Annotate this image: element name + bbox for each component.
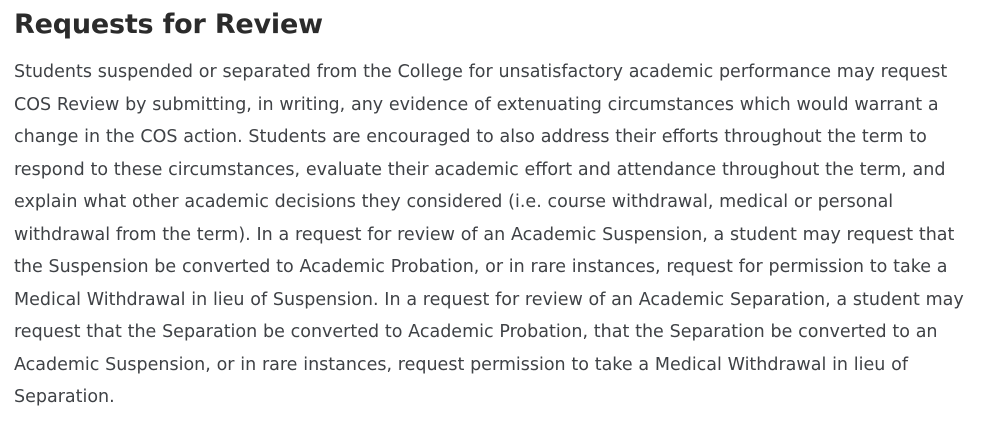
body-paragraph: Students suspended or separated from the College for unsatisfactory academic performance may request COS Review by submitting, in writing, any evidence of extenuating circumstances which would warrant a change in the COS action. Students are encouraged to also address their efforts throughout the term to respond to these circumstances, evaluate their academic effort and attendance throughout the term, and explain what other academic decisions they considered (i.e. course withdrawal, medical or personal withdrawal from the term). In a request for review of an Academic Suspension, a student may request that the Suspension be converted to Academic Probation, or in rare instances, request for permission to take a Medical Withdrawal in lieu of Suspension. In a request for review of an Academic Separation, a student may request that the Separation be converted to Academic Probation, that the Separation be converted to an Academic Suspension, or in rare instances, request permission to take a Medical Withdrawal in lieu of Separation. — [14, 62, 964, 407]
page-title: Requests for Review — [14, 9, 323, 40]
